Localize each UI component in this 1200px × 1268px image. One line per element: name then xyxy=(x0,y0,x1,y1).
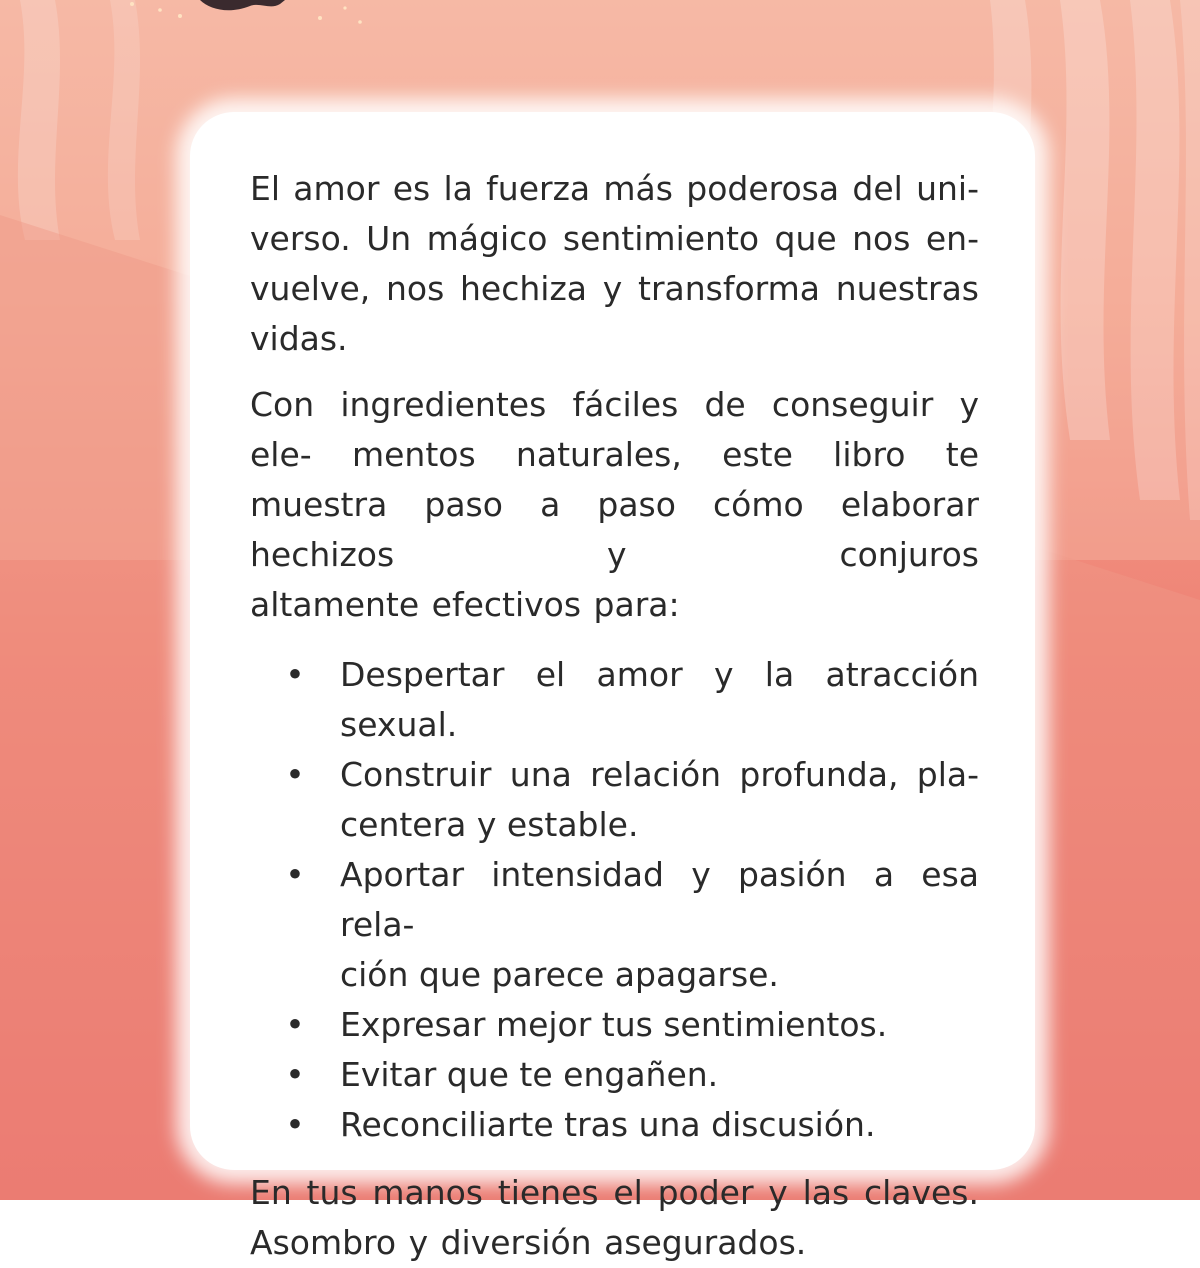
text-line: Reconciliarte tras una discusión. xyxy=(340,1105,876,1144)
text-line: mentos naturales, este libro te muestra paso xyxy=(250,435,979,524)
bullet-icon: • xyxy=(285,655,305,694)
text-line: vidas. xyxy=(250,319,348,358)
text-line: Despertar el amor y la atracción sexual. xyxy=(340,655,979,744)
text-line: Aportar intensidad y pasión a esa rela- xyxy=(340,855,979,944)
bullet-icon: • xyxy=(285,1005,305,1044)
sparkles-decoration xyxy=(120,0,380,30)
text-line: Expresar mejor tus sentimientos. xyxy=(340,1005,888,1044)
list-item xyxy=(250,650,979,750)
bullet-icon: • xyxy=(285,855,305,894)
list-item xyxy=(250,1050,979,1100)
bullet-icon: • xyxy=(285,1055,305,1094)
text-line: altamente efectivos para: xyxy=(250,585,680,624)
benefits-list xyxy=(250,650,979,1150)
text-line: Con ingredientes fáciles de conseguir y ele- xyxy=(250,385,979,474)
text-line: vuelve, nos hechiza y transforma nuestras xyxy=(250,269,979,308)
text-line: a paso cómo elaborar hechizos y conjuros xyxy=(250,485,980,574)
bullet-icon: • xyxy=(285,1105,305,1144)
intro-paragraph xyxy=(250,164,979,364)
list-item xyxy=(250,1100,979,1150)
text-line: ción que parece apagarse. xyxy=(340,955,779,994)
ingredients-paragraph xyxy=(250,380,979,630)
description-card xyxy=(190,112,1035,1262)
text-line: En tus manos tienes el poder y las claves. xyxy=(250,1173,979,1212)
list-item xyxy=(250,1000,979,1050)
bullet-icon: • xyxy=(285,755,305,794)
text-line: El amor es la fuerza más poderosa del uni- xyxy=(250,169,979,208)
text-line: Asombro y diversión asegurados. xyxy=(250,1223,807,1262)
text-line: Construir una relación profunda, pla- xyxy=(340,755,979,794)
list-item xyxy=(250,750,979,850)
closing-paragraph xyxy=(250,1168,979,1268)
text-line: verso. Un mágico sentimiento que nos en- xyxy=(250,219,979,258)
text-line: Evitar que te engañen. xyxy=(340,1055,719,1094)
text-line: centera y estable. xyxy=(340,805,639,844)
list-item xyxy=(250,850,979,1000)
